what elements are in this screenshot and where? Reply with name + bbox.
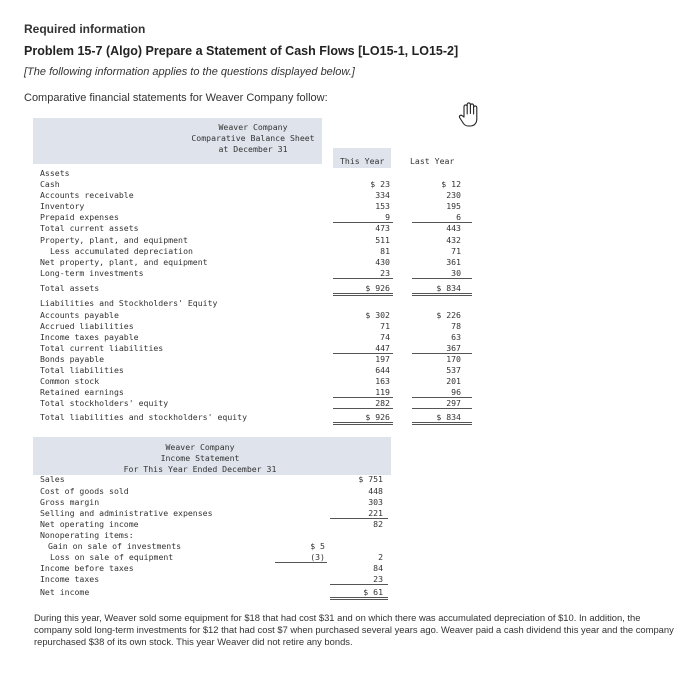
income-statement-row-label: Gross margin — [40, 497, 100, 507]
last-year-value: 297 — [446, 398, 461, 408]
statement-period: For This Year Ended December 31 — [123, 464, 277, 474]
balance-sheet-row-label: Retained earnings — [40, 387, 124, 397]
statement-name: Income Statement — [160, 453, 240, 463]
table-rule — [275, 562, 327, 563]
table-rule — [333, 408, 393, 409]
this-year-value: 430 — [375, 257, 390, 267]
last-year-value: 78 — [451, 321, 461, 331]
last-year-value: 361 — [446, 257, 461, 267]
table-rule — [333, 424, 393, 425]
balance-sheet-row-label: Less accumulated depreciation — [50, 246, 193, 256]
amount-value: 84 — [373, 563, 383, 573]
last-year-header: Last Year — [410, 156, 455, 166]
last-year-value: 230 — [446, 190, 461, 200]
table-rule — [333, 278, 393, 279]
this-year-value: 163 — [375, 376, 390, 386]
problem-footer-text: During this year, Weaver sold some equipment for $18 that had cost $31 and on which there was accumulated depreciation of $10. In addition, the company sold long-term investments for $12 that had cost $7 when purchased several years ago. Weaver paid a cash dividend this year and the company repurchased $38 of its own stock. This year Weaver did not retire any bonds. — [34, 612, 674, 647]
last-year-value: 443 — [446, 223, 461, 233]
balance-sheet-row-label: Income taxes payable — [40, 332, 139, 342]
hand-pointer-icon — [455, 100, 485, 130]
amount-value: 2 — [378, 552, 383, 562]
amount-value: $ 751 — [358, 474, 383, 484]
last-year-value: 96 — [451, 387, 461, 397]
balance-sheet-row-label: Assets — [40, 168, 70, 178]
balance-sheet-row-label: Total assets — [40, 283, 100, 293]
table-rule — [412, 278, 472, 279]
this-year-value: 334 — [375, 190, 390, 200]
this-year-value: $ 302 — [365, 310, 390, 320]
problem-title: Problem 15-7 (Algo) Prepare a Statement of Cash Flows [LO15-1, LO15-2] — [24, 44, 459, 58]
table-rule — [330, 597, 388, 598]
this-year-value: 447 — [375, 343, 390, 353]
required-information-heading: Required information — [24, 22, 146, 36]
amount-value: 448 — [368, 486, 383, 496]
last-year-value: $ 834 — [436, 412, 461, 422]
table-rule — [412, 424, 472, 425]
this-year-value: 644 — [375, 365, 390, 375]
last-year-value: 30 — [451, 268, 461, 278]
company-name: Weaver Company — [218, 122, 288, 132]
last-year-value: $ 12 — [441, 179, 461, 189]
income-statement-row-label: Loss on sale of equipment — [50, 552, 174, 562]
balance-sheet-row-label: Property, plant, and equipment — [40, 235, 188, 245]
table-rule — [412, 295, 472, 296]
last-year-value: 71 — [451, 246, 461, 256]
last-year-value: 432 — [446, 235, 461, 245]
income-statement-row-label: Income before taxes — [40, 563, 134, 573]
balance-sheet-row-label: Accounts receivable — [40, 190, 134, 200]
this-year-value: 197 — [375, 354, 390, 364]
balance-sheet-row-label: Bonds payable — [40, 354, 105, 364]
this-year-header: This Year — [340, 156, 385, 166]
balance-sheet-row-label: Accounts payable — [40, 310, 119, 320]
income-statement-row-label: Gain on sale of investments — [48, 541, 182, 551]
table-rule — [412, 422, 472, 423]
last-year-value: 63 — [451, 332, 461, 342]
balance-sheet-row-label: Accrued liabilities — [40, 321, 134, 331]
table-rule — [333, 293, 393, 294]
this-year-value: $ 926 — [365, 283, 390, 293]
balance-sheet-row-label: Long-term investments — [40, 268, 144, 278]
table-rule — [330, 584, 388, 585]
last-year-value: $ 226 — [436, 310, 461, 320]
income-statement-row-label: Sales — [40, 474, 65, 484]
this-year-value: 23 — [380, 268, 390, 278]
amount-value: 23 — [373, 574, 383, 584]
last-year-value: $ 834 — [436, 283, 461, 293]
table-rule — [412, 408, 472, 409]
this-year-value: $ 23 — [370, 179, 390, 189]
this-year-value: 71 — [380, 321, 390, 331]
balance-sheet-row-label: Liabilities and Stockholders' Equity — [40, 298, 218, 308]
amount-value: 303 — [368, 497, 383, 507]
table-rule — [330, 599, 388, 600]
last-year-value: 170 — [446, 354, 461, 364]
balance-sheet-row-label: Net property, plant, and equipment — [40, 257, 208, 267]
income-statement-row-label: Cost of goods sold — [40, 486, 129, 496]
balance-sheet-row-label: Inventory — [40, 201, 85, 211]
this-year-value: 282 — [375, 398, 390, 408]
balance-sheet-table — [40, 168, 470, 430]
amount-value: 221 — [368, 508, 383, 518]
last-year-value: 195 — [446, 201, 461, 211]
income-statement-row-label: Income taxes — [40, 574, 100, 584]
balance-sheet-row-label: Total liabilities — [40, 365, 124, 375]
last-year-value: 537 — [446, 365, 461, 375]
subtotal-value: $ 5 — [310, 541, 325, 551]
intro-text: Comparative financial statements for Weaver Company follow: — [24, 92, 328, 104]
table-rule — [333, 295, 393, 296]
last-year-value: 367 — [446, 343, 461, 353]
this-year-value: 9 — [385, 212, 390, 222]
income-statement-row-label: Net income — [40, 587, 90, 597]
this-year-value: 511 — [375, 235, 390, 245]
statement-name: Comparative Balance Sheet — [191, 133, 315, 143]
this-year-value: 81 — [380, 246, 390, 256]
income-statement-table — [40, 474, 400, 604]
this-year-value: 153 — [375, 201, 390, 211]
income-statement-row-label: Nonoperating items: — [40, 530, 134, 540]
balance-sheet-row-label: Total current liabilities — [40, 343, 164, 353]
balance-sheet-row-label: Total liabilities and stockholders' equity — [40, 412, 248, 422]
instruction-note: [The following information applies to the questions displayed below.] — [24, 66, 355, 78]
income-statement-row-label: Selling and administrative expenses — [40, 508, 213, 518]
income-statement-title — [100, 442, 300, 475]
table-rule — [412, 293, 472, 294]
amount-value: 82 — [373, 519, 383, 529]
table-rule — [333, 422, 393, 423]
amount-value: $ 61 — [363, 587, 383, 597]
statement-date: at December 31 — [218, 144, 288, 154]
this-year-value: $ 926 — [365, 412, 390, 422]
this-year-value: 74 — [380, 332, 390, 342]
balance-sheet-row-label: Total stockholders' equity — [40, 398, 169, 408]
income-statement-row-label: Net operating income — [40, 519, 139, 529]
company-name: Weaver Company — [165, 442, 235, 452]
balance-sheet-row-label: Prepaid expenses — [40, 212, 119, 222]
balance-sheet-title — [183, 122, 323, 155]
balance-sheet-row-label: Cash — [40, 179, 60, 189]
balance-sheet-row-label: Common stock — [40, 376, 100, 386]
subtotal-value: (3) — [310, 552, 325, 562]
balance-sheet-row-label: Total current assets — [40, 223, 139, 233]
last-year-value: 6 — [456, 212, 461, 222]
this-year-value: 473 — [375, 223, 390, 233]
this-year-value: 119 — [375, 387, 390, 397]
last-year-value: 201 — [446, 376, 461, 386]
